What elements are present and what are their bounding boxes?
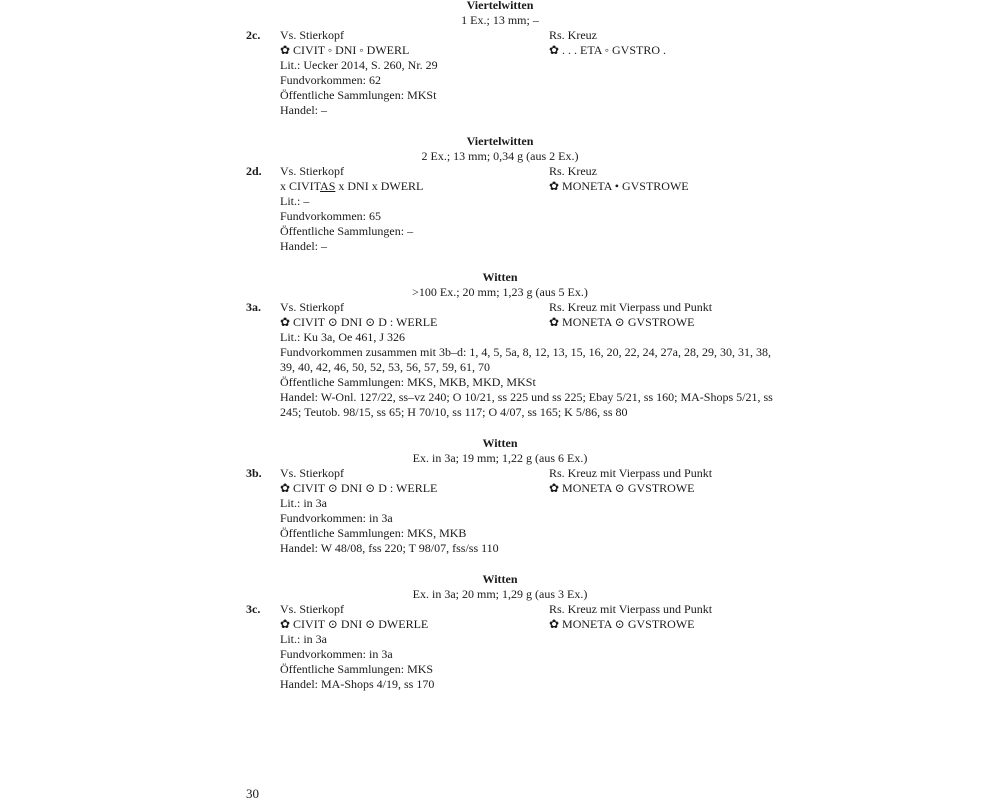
literature: Lit.: Uecker 2014, S. 260, Nr. 29 [280,58,438,72]
page-number: 30 [246,786,259,801]
obverse-label: Vs. Stierkopf [280,300,344,314]
obverse-legend: ✿ CIVIT ⊙ DNI ⊙ D : WERLE [280,481,438,495]
entry-number: 3b. [246,466,262,480]
entry-number: 3a. [246,300,261,314]
obverse-legend: ✿ CIVIT ◦ DNI ◦ DWERL [280,43,410,57]
reverse-legend: ✿ MONETA ⊙ GVSTROWE [549,315,695,329]
catalog-entry-2c [0,0,1000,118]
entry-number: 3c. [246,602,261,616]
find-occurrences: Fundvorkommen: in 3a [280,647,393,661]
entry-number: 2d. [246,164,262,178]
find-occurrences: Fundvorkommen: 62 [280,73,381,87]
reverse-legend: ✿ . . . ETA ◦ GVSTRO . [549,43,667,57]
obverse-label: Vs. Stierkopf [280,602,344,616]
entry-subtitle: >100 Ex.; 20 mm; 1,23 g (aus 5 Ex.) [412,285,588,299]
catalog-entry-2d [0,134,1000,254]
entry-title: Witten [482,572,518,586]
entry-subtitle: Ex. in 3a; 19 mm; 1,22 g (aus 6 Ex.) [412,451,588,465]
public-collections: Öffentliche Sammlungen: – [280,224,414,238]
obverse-legend: ✿ CIVIT ⊙ DNI ⊙ D : WERLE [280,315,438,329]
find-occurrences: Fundvorkommen: 65 [280,209,381,223]
literature: Lit.: in 3a [280,632,327,646]
trade: Handel: – [280,103,327,117]
catalog-entry-3b [0,436,1000,556]
entry-subtitle: 1 Ex.; 13 mm; – [461,13,539,27]
trade: Handel: MA-Shops 4/19, ss 170 [280,677,435,691]
reverse-legend: ✿ MONETA • GVSTROWE [549,179,689,193]
obverse-label: Vs. Stierkopf [280,164,344,178]
obverse-label: Vs. Stierkopf [280,28,344,42]
obverse-legend: x CIVITAS x DNI x DWERL [280,179,424,193]
reverse-label: Rs. Kreuz mit Vierpass und Punkt [549,300,713,314]
literature: Lit.: – [280,194,310,208]
obverse-label: Vs. Stierkopf [280,466,344,480]
reverse-legend: ✿ MONETA ⊙ GVSTROWE [549,481,695,495]
reverse-label: Rs. Kreuz [549,28,597,42]
entry-subtitle: Ex. in 3a; 20 mm; 1,29 g (aus 3 Ex.) [412,587,588,601]
public-collections: Öffentliche Sammlungen: MKSt [280,88,437,102]
find-occurrences: Fundvorkommen: in 3a [280,511,393,525]
trade: Handel: W-Onl. 127/22, ss–vz 240; O 10/21, ss 225 und ss 225; Ebay 5/21, ss 160; MA-Shops 5/21, ss 245; Teutob. 98/15, ss 65; H 70/10, ss 117; O 4/07, ss 165; K 5/86, ss 80 [280,390,773,419]
entry-title: Witten [482,436,518,450]
entry-title: Witten [482,270,518,284]
public-collections: Öffentliche Sammlungen: MKS, MKB, MKD, MKSt [280,375,536,389]
trade: Handel: – [280,239,327,253]
entry-subtitle: 2 Ex.; 13 mm; 0,34 g (aus 2 Ex.) [421,149,579,163]
literature: Lit.: Ku 3a, Oe 461, J 326 [280,330,405,344]
reverse-legend: ✿ MONETA ⊙ GVSTROWE [549,617,695,631]
trade: Handel: W 48/08, fss 220; T 98/07, fss/ss 110 [280,541,499,555]
reverse-label: Rs. Kreuz mit Vierpass und Punkt [549,466,713,480]
public-collections: Öffentliche Sammlungen: MKS, MKB [280,526,467,540]
entry-title: Viertelwitten [466,134,534,148]
catalog-entry-3c [0,572,1000,692]
reverse-label: Rs. Kreuz mit Vierpass und Punkt [549,602,713,616]
obverse-legend: ✿ CIVIT ⊙ DNI ⊙ DWERLE [280,617,429,631]
public-collections: Öffentliche Sammlungen: MKS [280,662,434,676]
reverse-label: Rs. Kreuz [549,164,597,178]
entry-title: Viertelwitten [466,0,534,12]
entry-number: 2c. [246,28,261,42]
catalog-entry-3a [0,270,1000,420]
find-occurrences: Fundvorkommen zusammen mit 3b–d: 1, 4, 5, 5a, 8, 12, 13, 15, 16, 20, 22, 24, 27a, 28, 29, 30, 31, 38, 39, 40, 42, 46, 50, 52, 53, 56, 57, 59, 61, 70 [280,345,771,374]
literature: Lit.: in 3a [280,496,327,510]
